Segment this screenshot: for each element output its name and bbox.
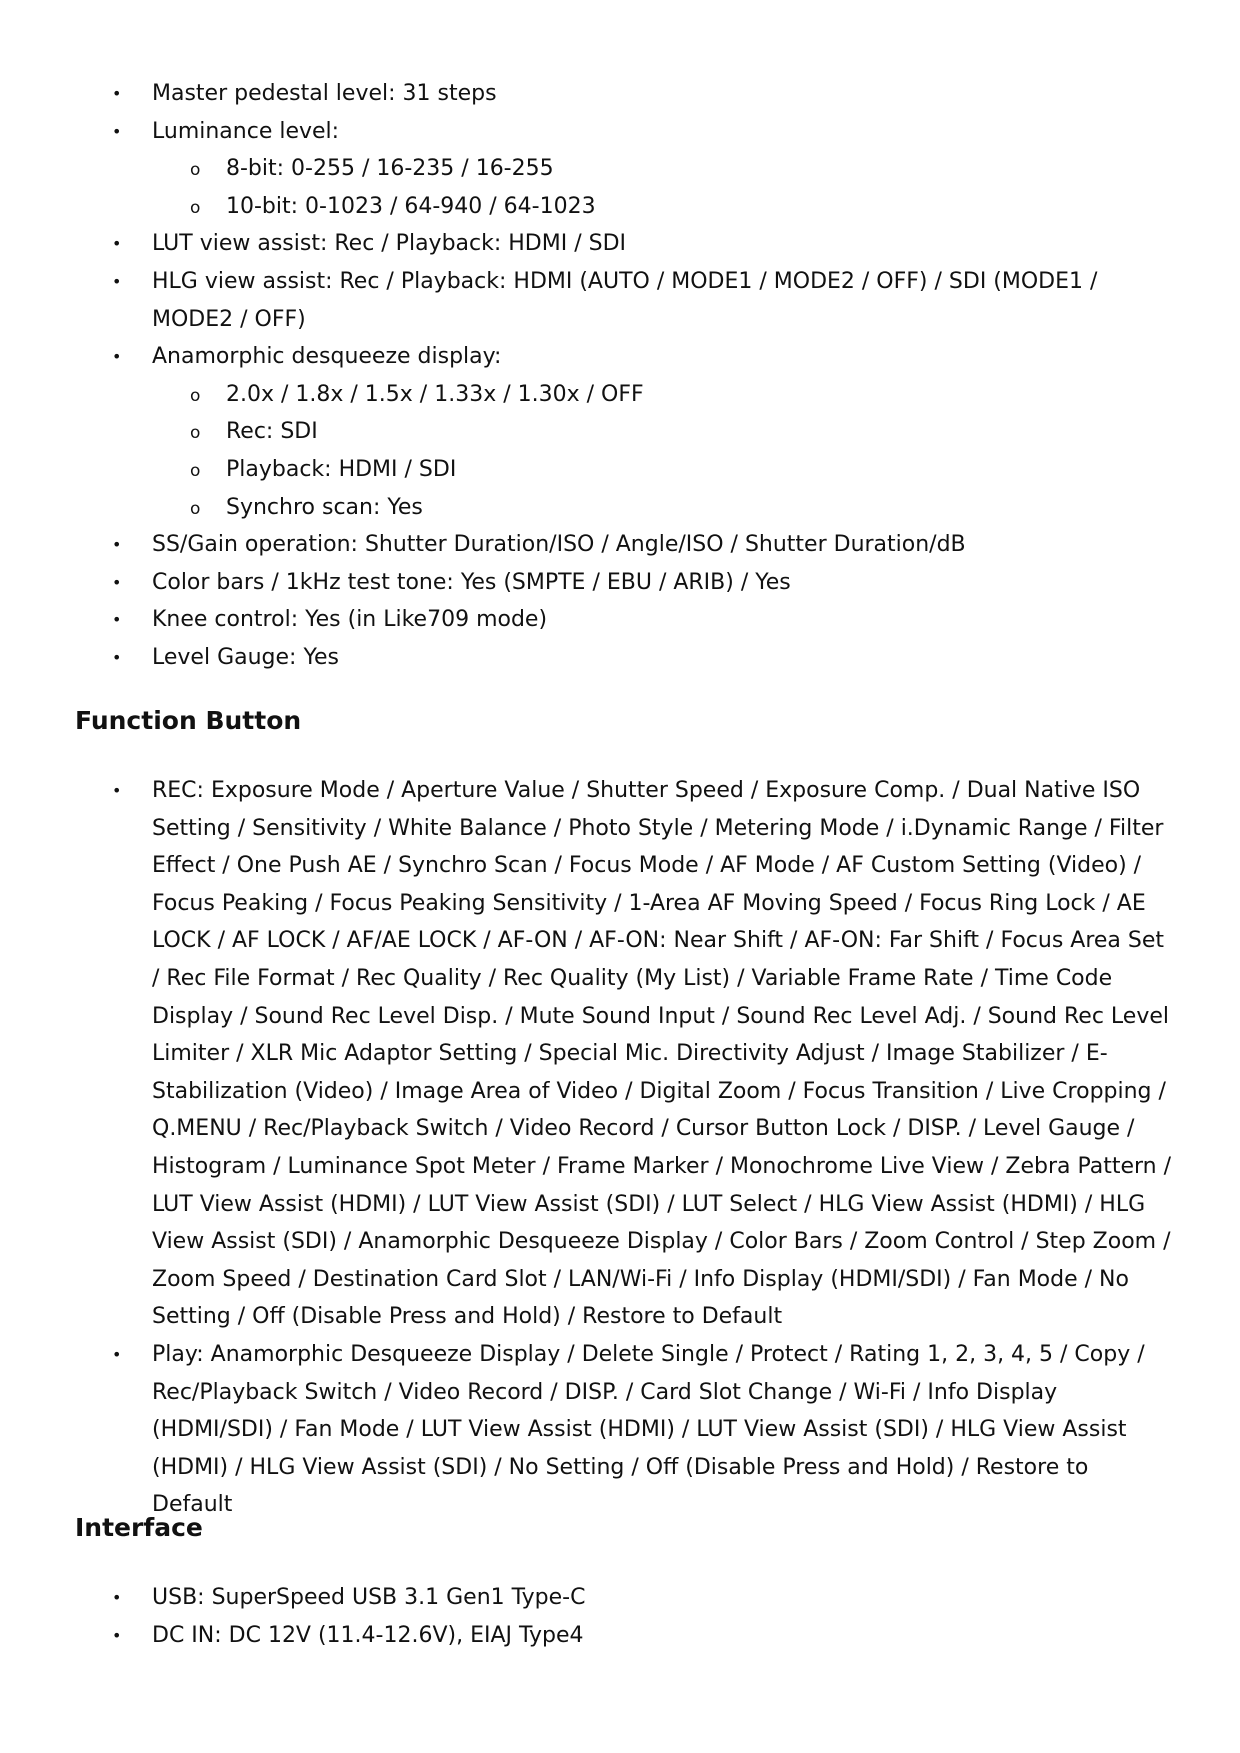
list-item-text: SS/Gain operation: Shutter Duration/ISO / Angle/ISO / Shutter Duration/dB [152,532,966,558]
spec-list [112,75,1172,677]
list-item [112,338,1172,526]
circle-bullet-icon: o [190,197,201,218]
interface-list [112,1579,1172,1654]
bullet-icon: • [112,535,122,555]
list-item [112,75,1172,113]
circle-bullet-icon: o [190,160,201,181]
list-item-text: REC: Exposure Mode / Aperture Value / Shutter Speed / Exposure Comp. / Dual Native ISO Setting / Sensitivity / White Balance / Photo Style / Metering Mode / i.Dynamic Range / Filter Effect / One Push AE / Synchro Scan / Focus Mode / AF Mode / AF Custom Setting (Video) / Focus Peaking / Focus Peaking Sensitivity / 1-Area AF Moving Speed / Focus Ring Lock / AE LOCK / AF LOCK / AF/AE LOCK / AF-ON / AF-ON: Near Shift / AF-ON: Far Shift / Focus Area Set / Rec File Format / Rec Quality / Rec Quality (My List) / Variable Frame Rate / Time Code Display / Sound Rec Level Disp. / Mute Sound Input / Sound Rec Level Adj. / Sound Rec Level Limiter / XLR Mic Adaptor Setting / Special Mic. Directivity Adjust / Image Stabilizer / E-Stabilization (Video) / Image Area of Video / Digital Zoom / Focus Transition / Live Cropping / Q.MENU / Rec/Playback Switch / Video Record / Cursor Button Lock / DISP. / Level Gauge / Histogram / Luminance Spot Meter / Frame Marker / Monochrome Live View / Zebra Pattern / LUT View Assist (HDMI) / LUT View Assist (SDI) / LUT Select / HLG View Assist (HDMI) / HLG View Assist (SDI) / Anamorphic Desqueeze Display / Color Bars / Zoom Control / Step Zoom / Zoom Speed / Destination Card Slot / LAN/Wi-Fi / Info Display (HDMI/SDI) / Fan Mode / No Setting / Off (Disable Press and Hold) / Restore to Default [152,778,1172,1330]
sub-list-item [190,489,1172,527]
sub-list-item [190,376,1172,414]
bullet-icon: • [112,1625,122,1645]
list-item [112,772,1172,1336]
list-item [112,113,1172,226]
sub-list-item-text: 10-bit: 0-1023 / 64-940 / 64-1023 [226,193,596,219]
sub-list-item [190,150,1172,188]
circle-bullet-icon: o [190,460,201,481]
sub-list-item-text: Rec: SDI [226,419,318,445]
list-item-text: Level Gauge: Yes [152,644,339,670]
bullet-icon: • [112,234,122,254]
circle-bullet-icon: o [190,423,201,444]
function-button-list [112,772,1172,1524]
list-item [112,225,1172,263]
list-item-text: Play: Anamorphic Desqueeze Display / Delete Single / Protect / Rating 1, 2, 3, 4, 5 / Copy / Rec/Playback Switch / Video Record / DISP. / Card Slot Change / Wi-Fi / Info Display (HDMI/SDI) / Fan Mode / LUT View Assist (HDMI) / LUT View Assist (SDI) / HLG View Assist (HDMI) / HLG View Assist (SDI) / No Setting / Off (Disable Press and Hold) / Restore to Default [152,1341,1145,1518]
list-item-text: USB: SuperSpeed USB 3.1 Gen1 Type-C [152,1585,586,1610]
list-item-text: Luminance level: [152,118,340,144]
sub-list [152,150,1172,225]
list-item [112,1617,1172,1655]
list-item [112,526,1172,564]
list-item [112,263,1172,338]
bullet-icon: • [112,1344,122,1364]
list-item [112,1336,1172,1524]
list-item-text: Anamorphic desqueeze display: [152,344,502,370]
section-heading-function-button: Function Button [75,706,302,735]
list-item-text: LUT view assist: Rec / Playback: HDMI / SDI [152,231,626,257]
sub-list-item-text: 8-bit: 0-255 / 16-235 / 16-255 [226,156,554,182]
bullet-icon: • [112,1588,122,1607]
list-item-text: Master pedestal level: 31 steps [152,81,497,106]
sub-list-item [190,451,1172,489]
sub-list-item-text: Playback: HDMI / SDI [226,456,457,482]
bullet-icon: • [112,610,122,630]
bullet-icon: • [112,84,122,103]
bullet-icon: • [112,572,122,592]
list-item-text: DC IN: DC 12V (11.4-12.6V), EIAJ Type4 [152,1622,584,1648]
sub-list-item-text: Synchro scan: Yes [226,494,423,520]
list-item-text: HLG view assist: Rec / Playback: HDMI (AUTO / MODE1 / MODE2 / OFF) / SDI (MODE1 / MODE2 / OFF) [152,268,1098,332]
list-item [112,639,1172,677]
bullet-icon: • [112,121,122,141]
sub-list-item-text: 2.0x / 1.8x / 1.5x / 1.33x / 1.30x / OFF [226,381,644,407]
list-item-text: Color bars / 1kHz test tone: Yes (SMPTE / EBU / ARIB) / Yes [152,569,791,595]
bullet-icon: • [112,347,122,367]
section-heading-interface: Interface [75,1513,203,1542]
circle-bullet-icon: o [190,385,201,406]
bullet-icon: • [112,647,122,667]
sub-list-item [190,413,1172,451]
list-item [112,601,1172,639]
sub-list-item [190,188,1172,226]
bullet-icon: • [112,271,122,291]
circle-bullet-icon: o [190,498,201,519]
list-item [112,1579,1172,1617]
list-item [112,564,1172,602]
list-item-text: Knee control: Yes (in Like709 mode) [152,607,548,633]
bullet-icon: • [112,781,122,800]
sub-list [152,376,1172,526]
